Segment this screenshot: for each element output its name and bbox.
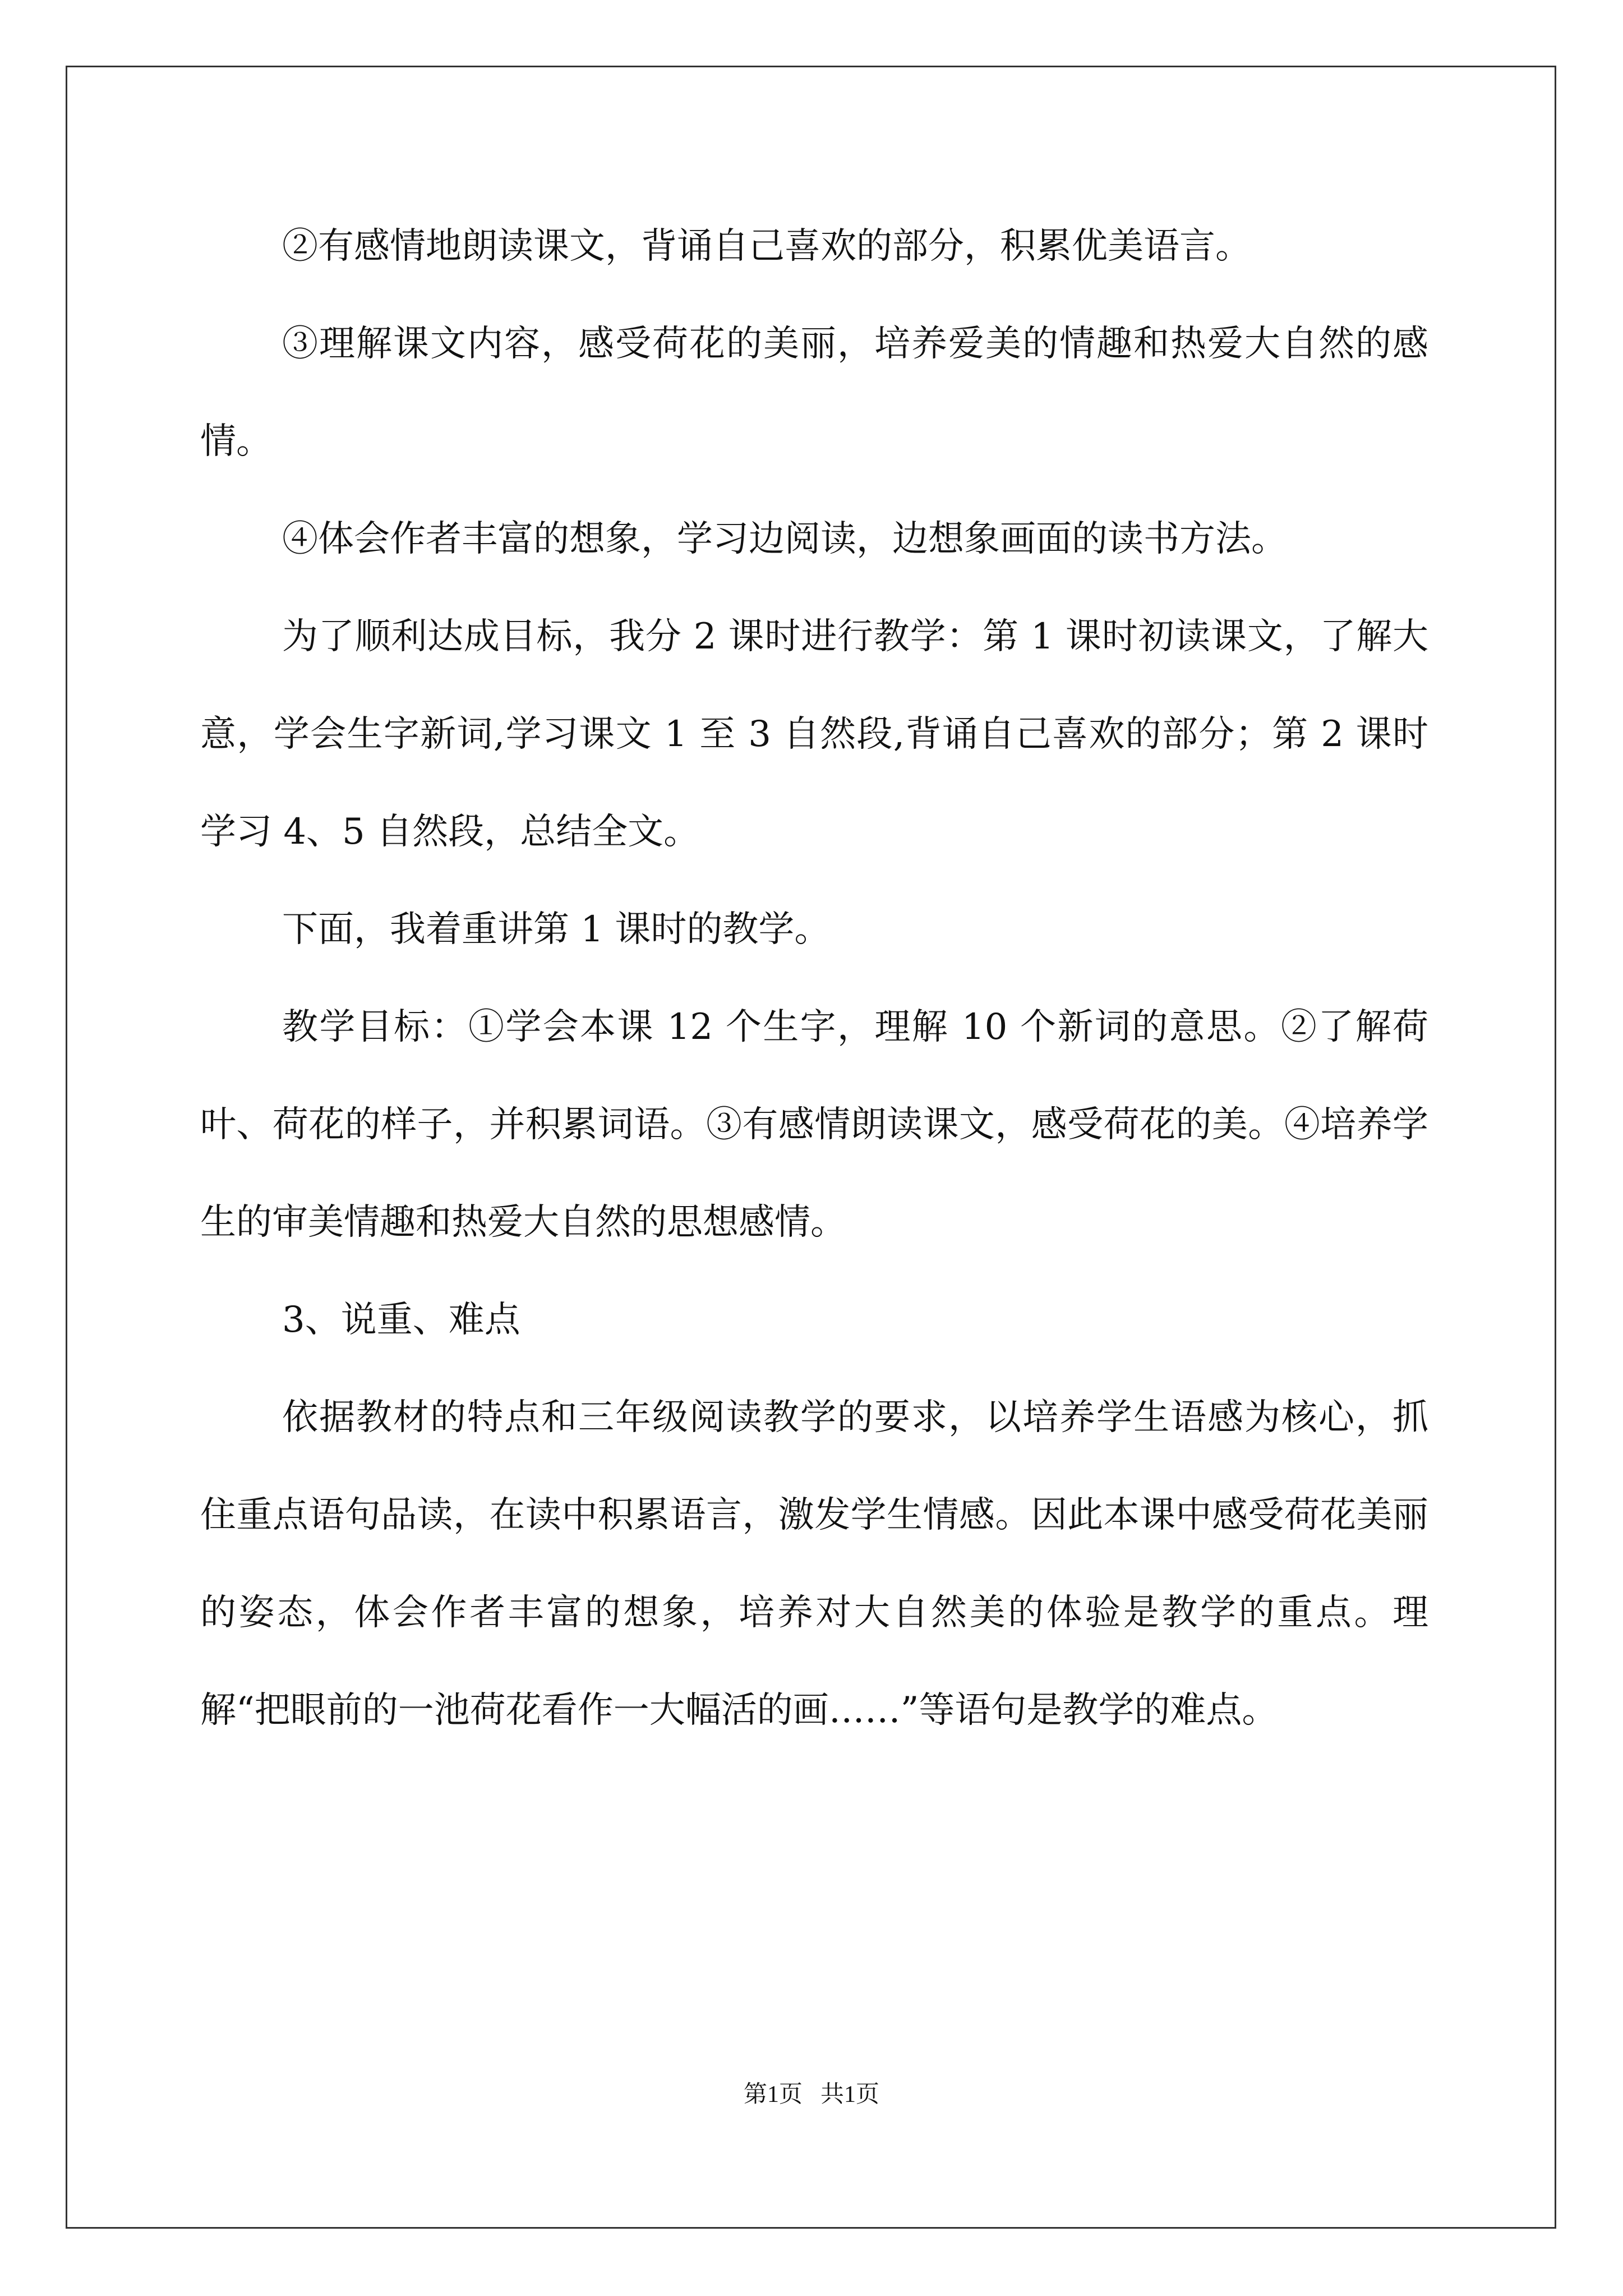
paragraph-lesson-plan: 为了顺利达成目标，我分 2 课时进行教学：第 1 课时初读课文，了解大意，学会生字新词,学习课文 1 至 3 自然段,背诵自己喜欢的部分；第 2 课时学习 4、5 自然段，总结全文。: [200, 616, 1428, 853]
page-footer: [0, 2076, 1623, 2109]
document-body: [200, 197, 1428, 1759]
paragraph-objective-2: ②有感情地朗读课文，背诵自己喜欢的部分，积累优美语言。: [282, 226, 1251, 267]
paragraph-objective-4: ④体会作者丰富的想象，学习边阅读，边想象画面的读书方法。: [282, 518, 1287, 560]
paragraph-objective-3: ③理解课文内容，感受荷花的美丽，培养爱美的情趣和热爱大自然的感情。: [200, 323, 1428, 462]
paragraph-teaching-goals: 教学目标：①学会本课 12 个生字，理解 10 个新词的意思。②了解荷叶、荷花的样子，并积累词语。③有感情朗读课文，感受荷花的美。④培养学生的审美情趣和热爱大自然的思想感情。: [200, 1006, 1428, 1243]
paragraph-first-lesson: 下面，我着重讲第 1 课时的教学。: [282, 909, 831, 950]
paragraph-key-difficult-points: 依据教材的特点和三年级阅读教学的要求，以培养学生语感为核心，抓住重点语句品读，在读中积累语言，激发学生情感。因此本课中感受荷花美丽的姿态，体会作者丰富的想象，培养对大自然美的体验是教学的重点。理解“把眼前的一池荷花看作一大幅活的画……”等语句是教学的难点。: [200, 1397, 1428, 1731]
page-total: 共1页: [820, 2082, 880, 2108]
section-heading-key-points: 3、说重、难点: [282, 1299, 520, 1341]
page-number: 第1页: [743, 2082, 803, 2108]
